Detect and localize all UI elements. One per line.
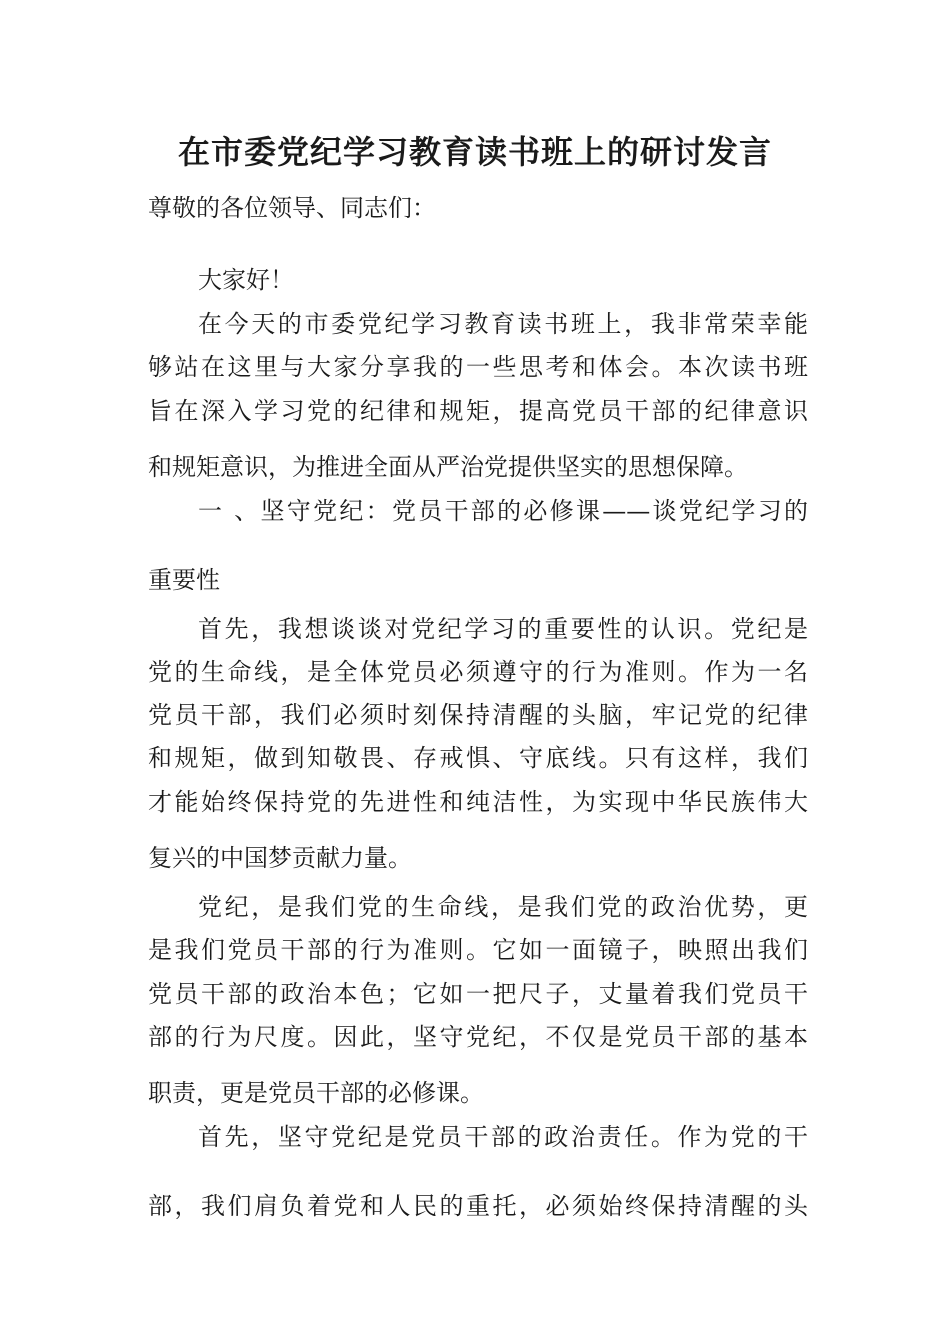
- paragraph-line: 党的生命线，是全体党员必须遵守的行为准则。作为一名: [148, 658, 808, 686]
- paragraph-line: 和规矩，做到知敬畏、存戒惧、守底线。只有这样，我们: [148, 744, 808, 772]
- paragraph-line: 部的行为尺度。因此，坚守党纪，不仅是党员干部的基本: [148, 1023, 808, 1051]
- paragraph-line: 才能始终保持党的先进性和纯洁性，为实现中华民族伟大: [148, 788, 808, 816]
- section-heading: 重要性: [148, 566, 220, 594]
- paragraph-line: 在今天的市委党纪学习教育读书班上，我非常荣幸能: [198, 310, 808, 338]
- greeting: 大家好！: [198, 266, 294, 294]
- paragraph-line: 党员干部，我们必须时刻保持清醒的头脑，牢记党的纪律: [148, 701, 808, 729]
- paragraph-line: 够站在这里与大家分享我的一些思考和体会。本次读书班: [148, 353, 808, 381]
- paragraph-line: 部，我们肩负着党和人民的重托，必须始终保持清醒的头: [148, 1192, 808, 1220]
- paragraph-line: 是我们党员干部的行为准则。它如一面镜子，映照出我们: [148, 936, 808, 964]
- section-heading: 一 、坚守党纪：党员干部的必修课——谈党纪学习的: [198, 497, 808, 525]
- paragraph-line: 首先，我想谈谈对党纪学习的重要性的认识。党纪是: [198, 615, 808, 643]
- paragraph-line: 首先，坚守党纪是党员干部的政治责任。作为党的干: [198, 1123, 808, 1151]
- paragraph-line: 旨在深入学习党的纪律和规矩，提高党员干部的纪律意识: [148, 397, 808, 425]
- paragraph-line: 和规矩意识，为推进全面从严治党提供坚实的思想保障。: [148, 453, 748, 481]
- paragraph-line: 复兴的中国梦贡献力量。: [148, 844, 412, 872]
- paragraph-line: 党员干部的政治本色；它如一把尺子，丈量着我们党员干: [148, 980, 808, 1008]
- paragraph-line: 党纪，是我们党的生命线，是我们党的政治优势，更: [198, 893, 808, 921]
- document-title: 在市委党纪学习教育读书班上的研讨发言: [177, 133, 772, 171]
- paragraph-line: 职责，更是党员干部的必修课。: [148, 1079, 484, 1107]
- salutation: 尊敬的各位领导、同志们：: [148, 194, 436, 222]
